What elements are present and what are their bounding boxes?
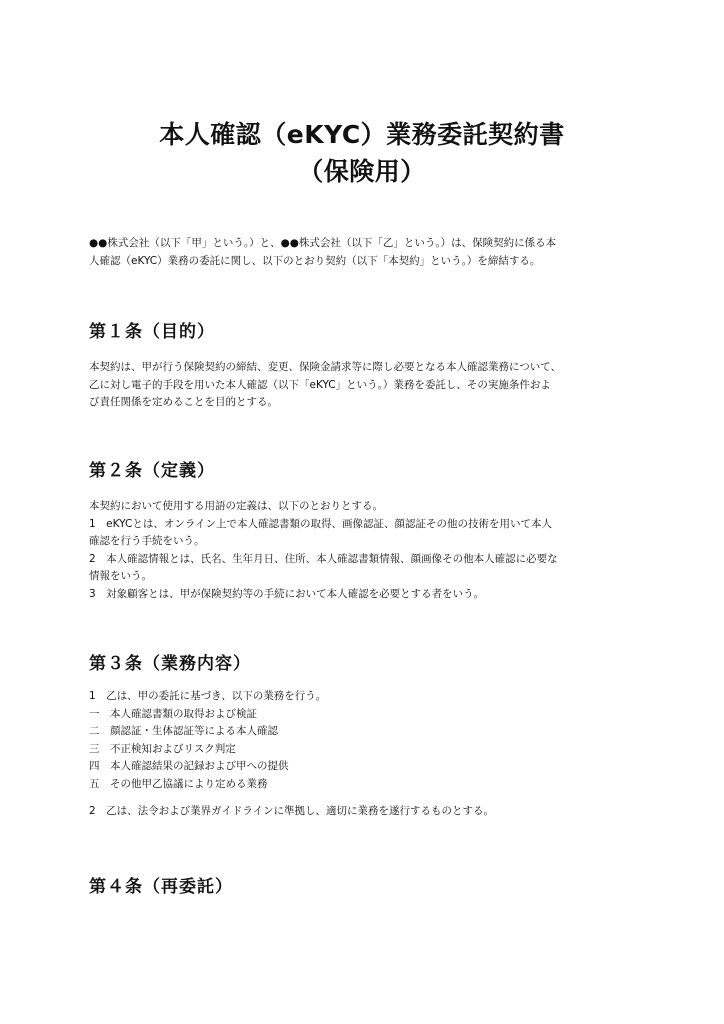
- intro-line: 人確認（eKYC）業務の委託に関し、以下のとおり契約（以下「本契約」という。）を締結する。: [89, 254, 541, 267]
- article-3-heading: 第３条（業務内容）: [89, 654, 251, 674]
- article-2-line: 情報をいう。: [89, 570, 152, 582]
- article-2-line: 確認を行う手続をいう。: [89, 535, 205, 547]
- intro-paragraph: [89, 235, 641, 270]
- article-1-body: [89, 359, 641, 412]
- article-3-list-item: 一 本人確認書類の取得および検証: [89, 707, 257, 720]
- article-3-list-item: 四 本人確認結果の記録および甲への提供: [89, 760, 289, 772]
- document-subtitle: （保険用）: [298, 157, 426, 186]
- article-3-body: [89, 688, 641, 793]
- article-1-line: 本契約は、甲が行う保険契約の締結、変更、保険金請求等に際し必要となる本人確認業務について、: [89, 361, 562, 373]
- article-2-line: 本契約において使用する用語の定義は、以下のとおりとする。: [89, 500, 383, 512]
- article-3-paragraph-2: [89, 803, 641, 821]
- article-3-line: 2 乙は、法令および業界ガイドラインに準拠し、適切に業務を遂行するものとする。: [89, 805, 495, 817]
- document-title: 本人確認（eKYC）業務委託契約書: [159, 120, 565, 149]
- article-3-list-item: 五 その他甲乙協議により定める業務: [89, 777, 268, 790]
- article-1-line: 乙に対し電子的手段を用いた本人確認（以下「eKYC」という。）業務を委託し、その実施条件およ: [89, 378, 551, 391]
- article-1-line: び責任関係を定めることを目的とする。: [89, 396, 278, 408]
- article-4-heading: 第４条（再委託）: [89, 877, 233, 897]
- intro-line: ●●株式会社（以下「甲」という。）と、●●株式会社（以下「乙」という。）は、保険契約に係る本: [89, 237, 557, 249]
- article-2-line: 3 対象顧客とは、甲が保険契約等の手続において本人確認を必要とする者をいう。: [89, 587, 485, 600]
- article-1-heading: 第１条（目的）: [89, 322, 215, 342]
- article-3-list-item: 三 不正検知およびリスク判定: [89, 742, 236, 755]
- article-2-body: [89, 498, 641, 603]
- article-2-line: 2 本人確認情報とは、氏名、生年月日、住所、本人確認書類情報、顔画像その他本人確認に必要な: [89, 552, 558, 565]
- article-2-heading: 第２条（定義）: [89, 461, 215, 481]
- article-3-line: 1 乙は、甲の委託に基づき、以下の業務を行う。: [89, 690, 327, 702]
- article-2-line: 1 eKYCとは、オンライン上で本人確認書類の取得、画像認証、顔認証その他の技術を用いて本人: [89, 517, 553, 530]
- article-3-list-item: 二 顔認証・生体認証等による本人確認: [89, 725, 278, 737]
